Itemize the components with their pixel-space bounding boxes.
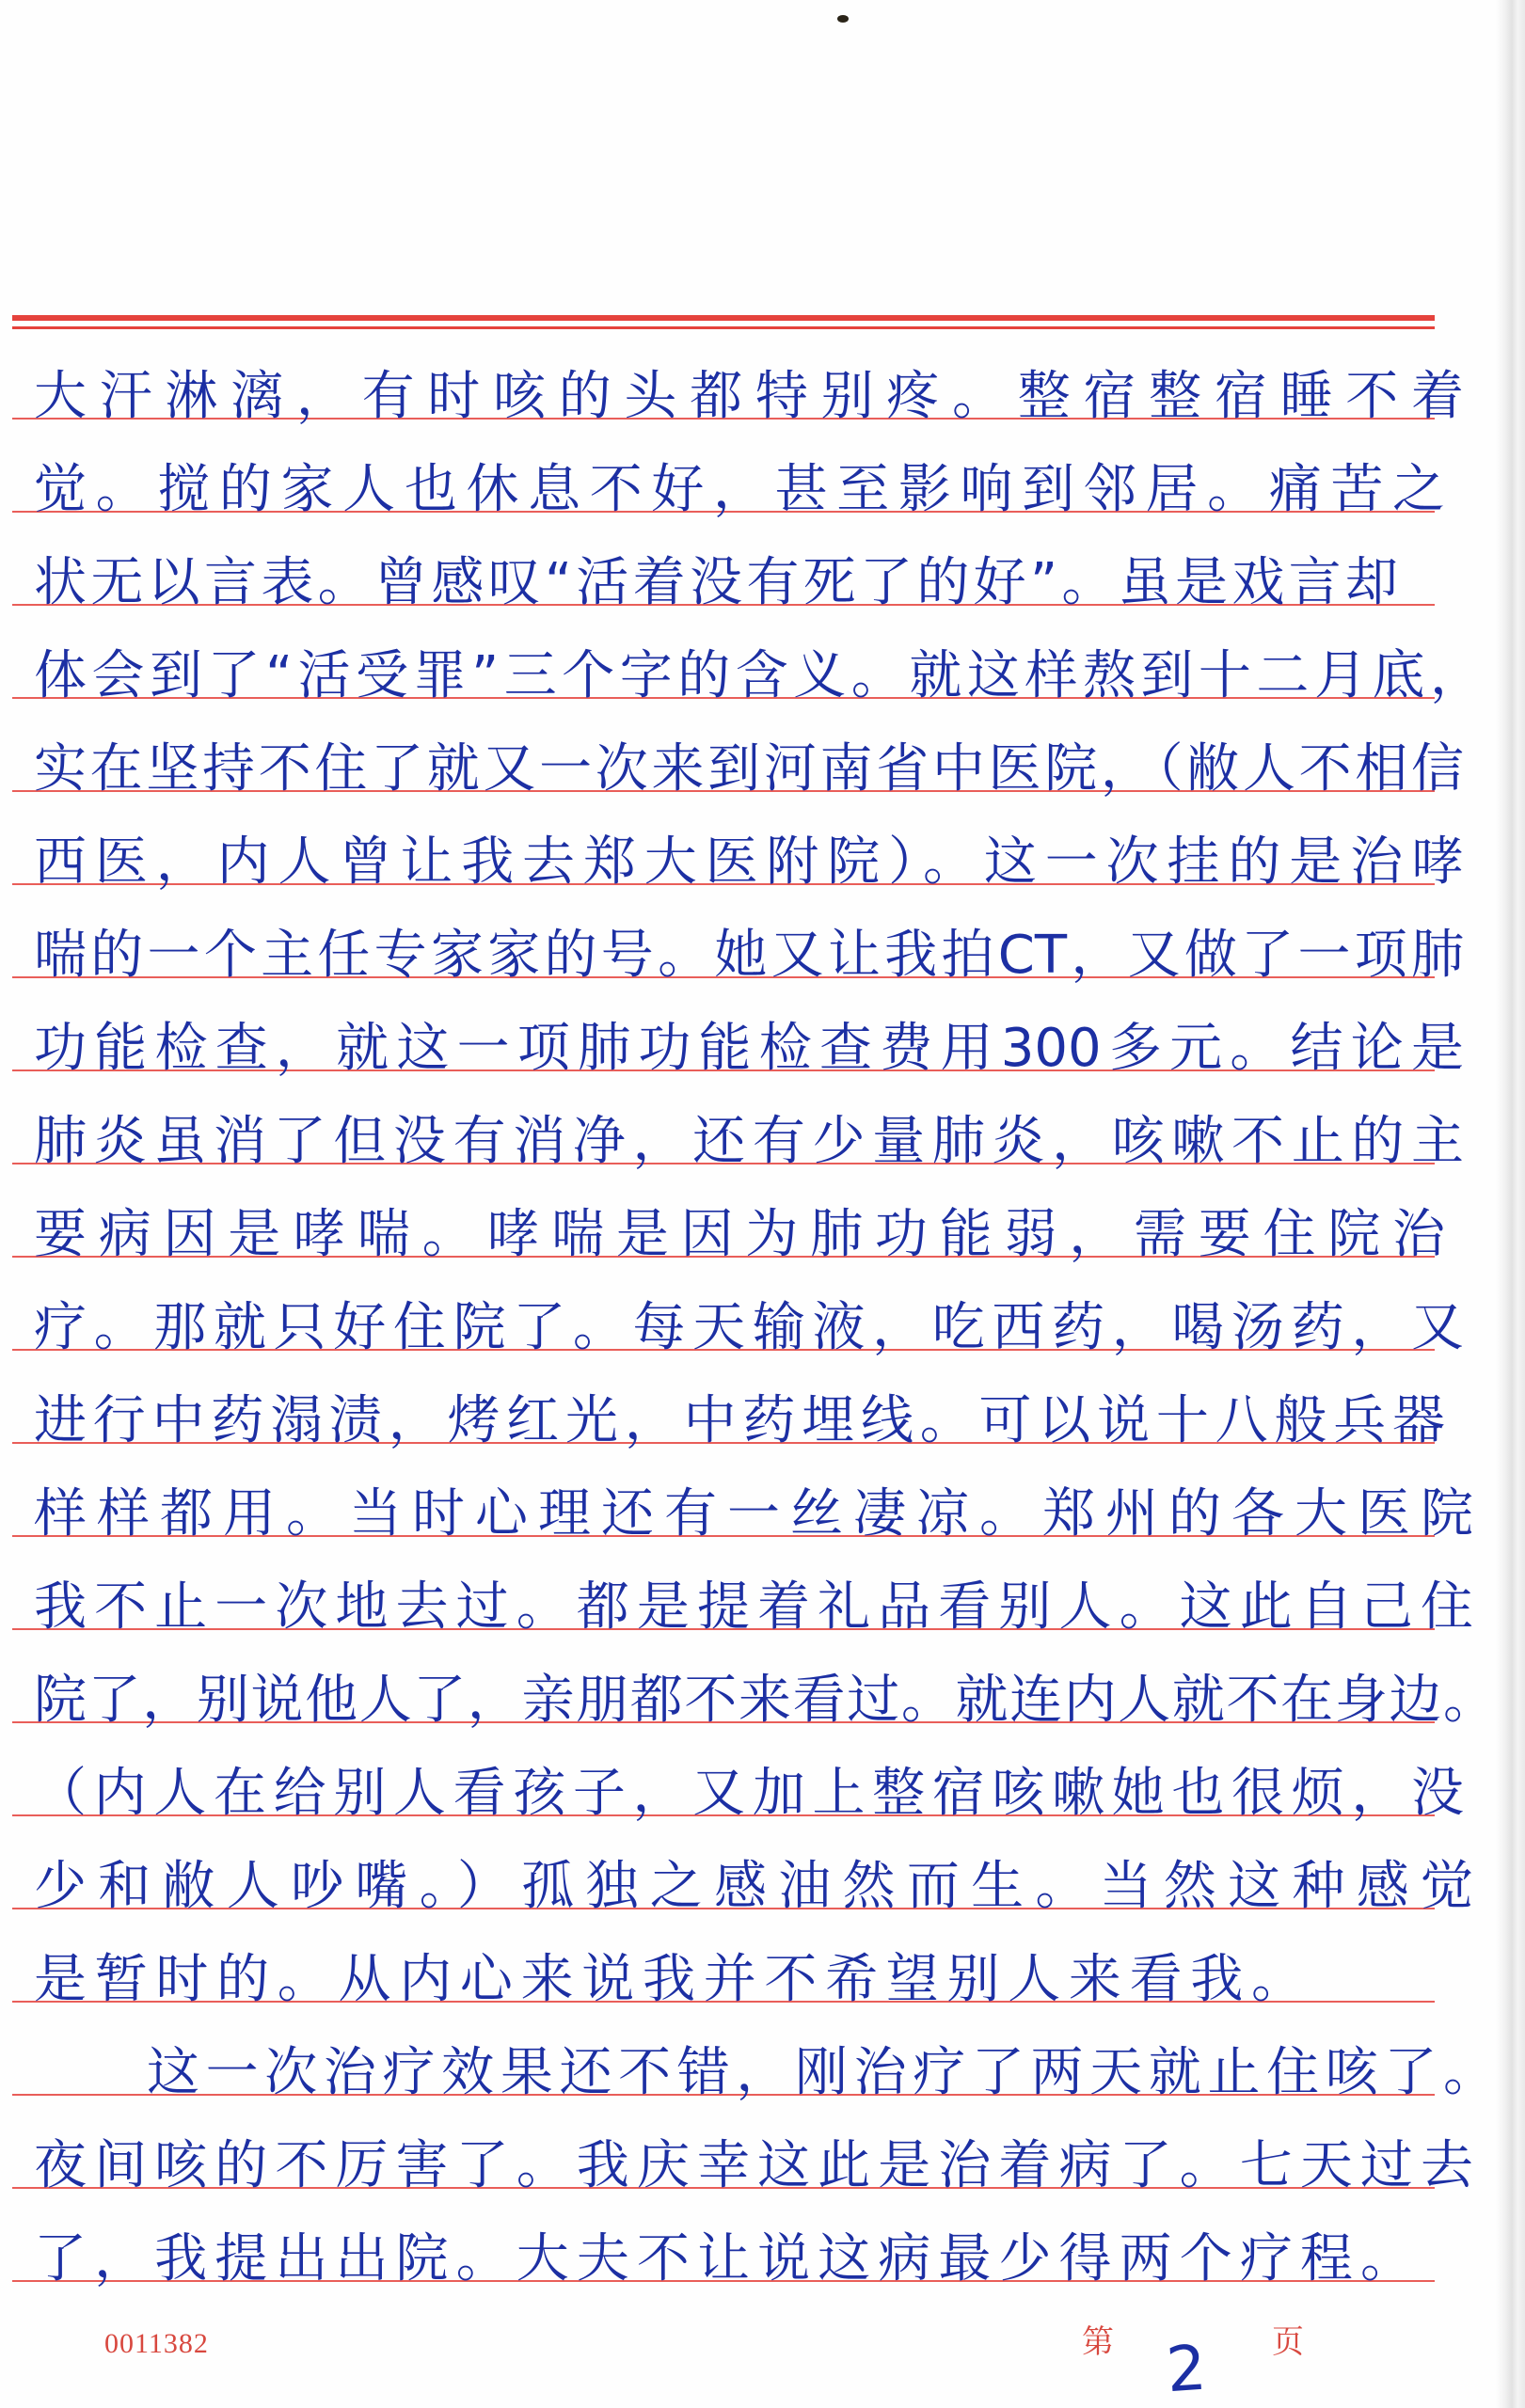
handwritten-line: 要病因是哮喘。哮喘是因为肺功能弱，需要住院治 xyxy=(34,1204,1445,1265)
handwritten-line: 进行中药溻渍，烤红光，中药埋线。可以说十八般兵器 xyxy=(34,1390,1445,1451)
handwritten-line: 喘的一个主任专家家的号。她又让我拍CT，又做了一项肺 xyxy=(34,925,1464,986)
header-rule-thick xyxy=(12,315,1435,321)
handwritten-line: 西医，内人曾让我去郑大医附院）。这一次挂的是治哮 xyxy=(34,832,1464,893)
handwritten-line: 肺炎虽消了但没有消净，还有少量肺炎，咳嗽不止的主 xyxy=(34,1111,1464,1172)
handwritten-line: 觉。搅的家人也休息不好，甚至影响到邻居。痛苦之 xyxy=(34,459,1445,520)
handwritten-line: 院了，别说他人了，亲朋都不来看过。就连内人就不在身边。 xyxy=(34,1670,1496,1731)
handwritten-line: 了，我提出出院。大夫不让说这病最少得两个疗程。 xyxy=(34,2228,1413,2289)
handwritten-line: （内人在给别人看孩子，又加上整宿咳嗽她也很烦，没 xyxy=(34,1763,1464,1824)
handwritten-line: 是暂时的。从内心来说我并不希望别人来看我。 xyxy=(34,1949,1304,2010)
page-label-prefix: 第 xyxy=(1082,2323,1114,2361)
page-number: 2 xyxy=(1164,2331,1209,2407)
handwritten-paragraph-start: 这一次治疗效果还不错，刚治疗了两天就止住咳了。 xyxy=(147,2042,1496,2103)
handwritten-line: 少和敝人吵嘴。）孤独之感油然而生。当然这种感觉 xyxy=(34,1856,1473,1917)
handwritten-line: 实在坚持不住了就又一次来到河南省中医院，（敝人不相信 xyxy=(34,738,1464,800)
page-label-suffix: 页 xyxy=(1272,2323,1304,2361)
header-rule-thin xyxy=(12,326,1435,329)
handwritten-line: 我不止一次地去过。都是提着礼品看别人。这此自己住 xyxy=(34,1576,1473,1638)
handwritten-line: 疗。那就只好住院了。每天输液，吃西药，喝汤药，又 xyxy=(34,1297,1464,1358)
serial-number: 0011382 xyxy=(104,2328,209,2359)
handwritten-line: 体会到了“活受罪”三个字的含义。就这样熬到十二月底， xyxy=(34,645,1483,706)
handwritten-line: 夜间咳的不厉害了。我庆幸这此是治着病了。七天过去 xyxy=(34,2135,1473,2196)
scan-edge xyxy=(1496,0,1525,2408)
handwritten-line: 大汗淋漓，有时咳的头都特别疼。整宿整宿睡不着 xyxy=(34,366,1464,427)
ink-speck xyxy=(837,15,849,23)
handwritten-line: 状无以言表。曾感叹“活着没有死了的好”。虽是戏言却 xyxy=(34,552,1398,613)
handwritten-line: 样样都用。当时心理还有一丝凄凉。郑州的各大医院 xyxy=(34,1483,1473,1545)
handwritten-line: 功能检查，就这一项肺功能检查费用300多元。结论是 xyxy=(34,1018,1464,1079)
